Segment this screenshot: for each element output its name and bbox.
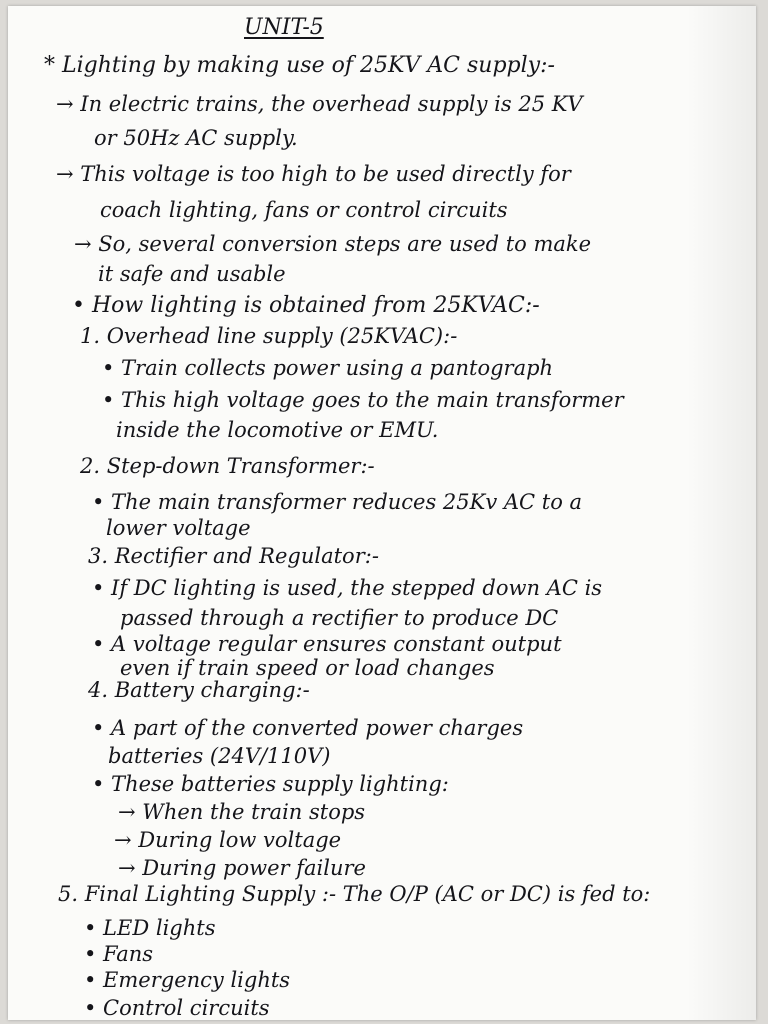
step3-heading: 3. Rectifier and Regulator:- — [88, 544, 379, 568]
page-shadow — [686, 6, 756, 1020]
how-heading: • How lighting is obtained from 25KVAC:- — [72, 293, 540, 318]
step5-line-1: • LED lights — [84, 916, 216, 940]
step4-line-2: batteries (24V/110V) — [108, 744, 331, 768]
step5-line-4: • Control circuits — [84, 996, 270, 1020]
intro-line-4: coach lighting, fans or control circuits — [100, 198, 508, 222]
step4-line-1: • A part of the converted power charges — [92, 716, 524, 740]
step3-line-1: • If DC lighting is used, the stepped down AC is — [92, 576, 603, 600]
step5-line-3: • Emergency lights — [84, 968, 291, 992]
step3-line-4: even if train speed or load changes — [120, 656, 495, 680]
step1-line-2: • This high voltage goes to the main transformer — [102, 388, 624, 412]
step4-heading: 4. Battery charging:- — [88, 678, 310, 702]
step4-line-5: → During low voltage — [114, 828, 342, 852]
step2-line-1: • The main transformer reduces 25Kv AC to a — [92, 490, 583, 514]
step3-line-2: passed through a rectifier to produce DC — [120, 606, 559, 630]
intro-line-1: → In electric trains, the overhead supply is 25 KV — [56, 92, 583, 116]
intro-line-2: or 50Hz AC supply. — [94, 126, 298, 150]
step4-line-6: → During power failure — [118, 856, 366, 880]
notebook-page — [8, 6, 756, 1020]
intro-line-6: it safe and usable — [98, 262, 286, 286]
step2-line-2: lower voltage — [106, 516, 251, 540]
intro-line-3: → This voltage is too high to be used directly for — [56, 162, 571, 186]
step3-line-3: • A voltage regular ensures constant output — [92, 632, 562, 656]
step5-line-2: • Fans — [84, 942, 154, 966]
step1-line-1: • Train collects power using a pantograph — [102, 356, 554, 380]
unit-title: UNIT-5 — [244, 15, 324, 40]
intro-line-5: → So, several conversion steps are used to make — [74, 232, 592, 256]
step2-heading: 2. Step-down Transformer:- — [80, 454, 375, 478]
step5-heading: 5. Final Lighting Supply :- The O/P (AC or DC) is fed to: — [58, 882, 651, 906]
step1-heading: 1. Overhead line supply (25KVAC):- — [80, 324, 458, 348]
step1-line-3: inside the locomotive or EMU. — [116, 418, 439, 442]
step4-line-3: • These batteries supply lighting: — [92, 772, 449, 796]
main-heading: * Lighting by making use of 25KV AC supply:- — [44, 53, 555, 78]
step4-line-4: → When the train stops — [118, 800, 366, 824]
